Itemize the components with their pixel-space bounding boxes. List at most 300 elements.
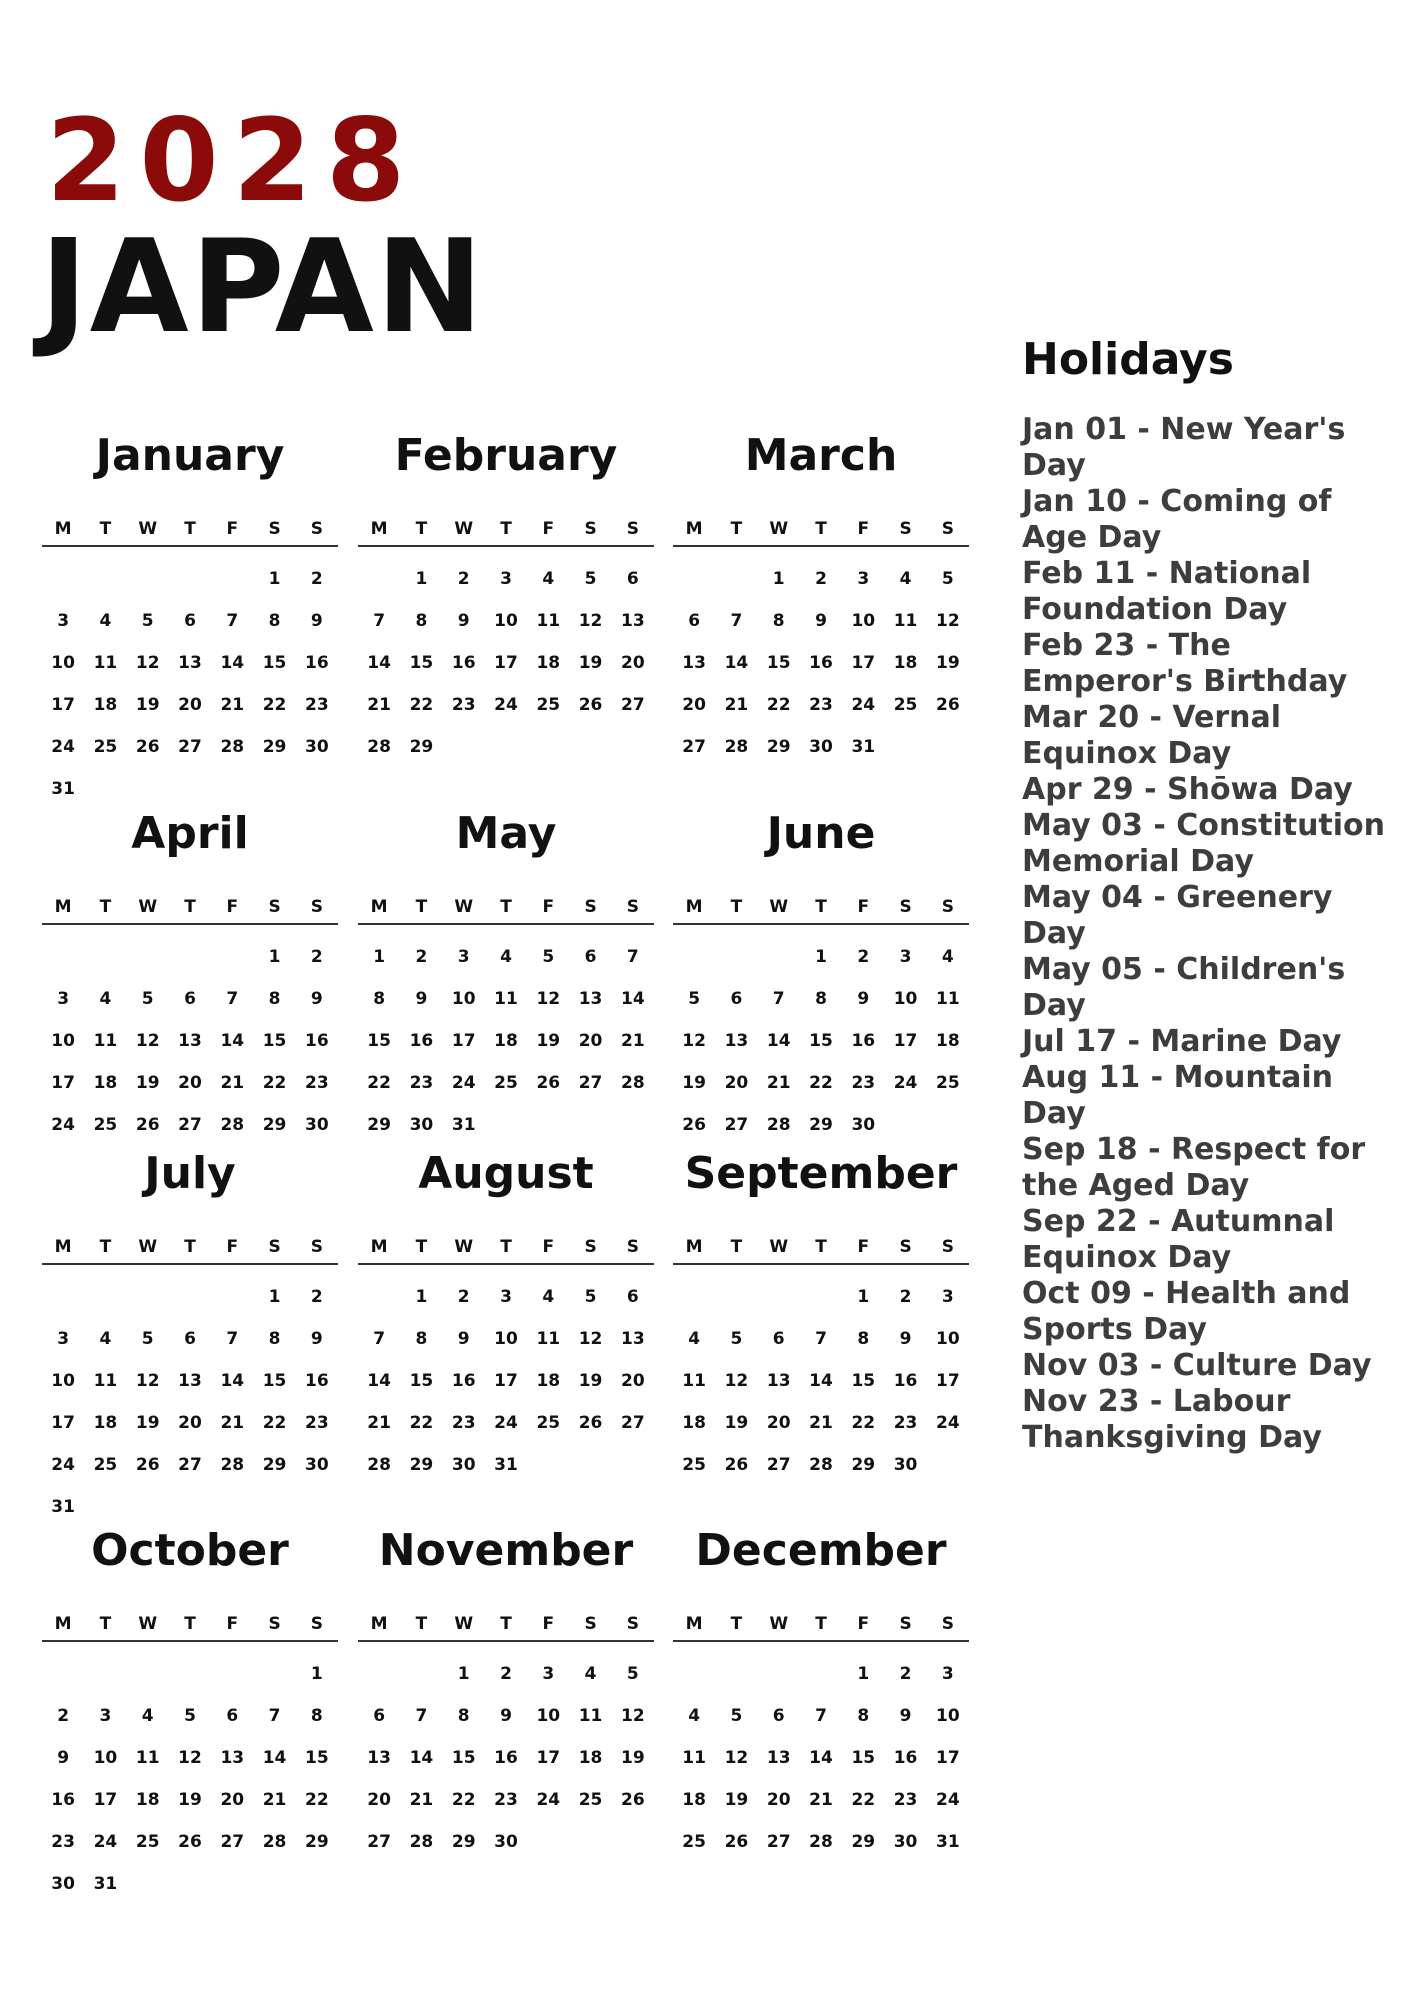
weekday-label: F [226, 1614, 239, 1634]
day-cell: 1 [373, 947, 386, 967]
empty-cell [84, 1653, 126, 1695]
day-cell: 3 [500, 569, 512, 589]
day-cell: 1 [268, 569, 281, 589]
day-cell: 9 [457, 1329, 470, 1349]
weekday-header [358, 1234, 654, 1260]
weekday-label: T [184, 1614, 196, 1634]
day-cell: 24 [51, 737, 75, 757]
weekday-label: T [184, 1237, 196, 1257]
day-cell: 29 [851, 1455, 876, 1475]
month-name: September [684, 1148, 958, 1199]
day-cell: 23 [305, 1073, 329, 1093]
day-cell: 20 [220, 1790, 245, 1810]
day-cell: 10 [51, 1031, 75, 1051]
day-cell: 22 [409, 1413, 434, 1433]
day-cell: 15 [262, 653, 287, 673]
day-cell: 5 [626, 1664, 639, 1684]
day-cell: 17 [536, 1748, 561, 1768]
day-cell: 24 [536, 1790, 561, 1810]
day-cell: 29 [305, 1832, 329, 1852]
weekday-label: S [899, 1237, 912, 1257]
day-cell: 13 [178, 1031, 202, 1051]
empty-cell [169, 558, 211, 600]
day-cell: 26 [536, 1073, 561, 1093]
empty-cell [42, 558, 84, 600]
empty-cell [758, 1653, 800, 1695]
day-cell: 31 [936, 1832, 960, 1852]
weekday-label: M [54, 1614, 72, 1634]
day-cell: 25 [536, 1413, 561, 1433]
empty-cell [758, 1276, 800, 1318]
weekday-header [358, 1611, 654, 1637]
day-cell: 26 [135, 1115, 160, 1135]
day-cell: 14 [262, 1748, 287, 1768]
weekday-label: T [730, 1237, 743, 1257]
day-cell: 25 [93, 1455, 118, 1475]
holiday-item: May 03 - Constitution Memorial Day [1022, 808, 1386, 879]
day-cell: 11 [135, 1748, 160, 1768]
empty-cell [84, 1276, 126, 1318]
day-cell: 7 [226, 611, 239, 631]
day-cell: 26 [936, 695, 960, 715]
weekday-label: F [542, 519, 555, 539]
weekday-label: M [370, 519, 388, 539]
weekday-label: S [268, 1614, 281, 1634]
day-cell: 19 [536, 1031, 561, 1051]
weekday-label: T [99, 1237, 112, 1257]
day-cell: 12 [578, 1329, 603, 1349]
day-cell: 29 [851, 1832, 876, 1852]
day-cell: 25 [536, 695, 561, 715]
day-cell: 29 [262, 1115, 287, 1135]
day-cell: 16 [809, 653, 833, 673]
empty-cell [800, 1276, 842, 1318]
day-cell: 16 [494, 1748, 518, 1768]
day-cell: 9 [500, 1706, 512, 1726]
day-cell: 29 [409, 737, 434, 757]
day-cell: 11 [536, 1329, 561, 1349]
empty-cell [400, 1653, 442, 1695]
day-cell: 16 [451, 1371, 476, 1391]
weekday-label: S [941, 1614, 954, 1634]
day-cell: 19 [135, 1073, 160, 1093]
day-cell: 7 [268, 1706, 281, 1726]
empty-cell [673, 1653, 715, 1695]
day-cell: 13 [367, 1748, 391, 1768]
day-cell: 17 [51, 1413, 75, 1433]
holiday-item: Apr 29 - Shōwa Day [1022, 772, 1353, 807]
day-cell: 30 [305, 1115, 329, 1135]
day-cell: 5 [141, 611, 154, 631]
day-cell: 14 [809, 1371, 833, 1391]
day-cell: 21 [809, 1413, 833, 1433]
day-cell: 3 [941, 1287, 954, 1307]
day-cell: 4 [99, 611, 112, 631]
day-cell: 2 [415, 947, 428, 967]
day-cell: 31 [851, 737, 876, 757]
header-divider [358, 545, 654, 547]
day-grid [673, 558, 969, 768]
day-cell: 6 [730, 989, 743, 1009]
weekday-header [358, 516, 654, 542]
day-cell: 24 [93, 1832, 118, 1852]
day-cell: 17 [893, 1031, 918, 1051]
weekday-label: M [685, 1237, 703, 1257]
day-cell: 11 [494, 989, 518, 1009]
day-cell: 24 [851, 695, 876, 715]
weekday-label: T [815, 1237, 827, 1257]
day-cell: 2 [899, 1664, 912, 1684]
weekday-label: T [99, 897, 112, 917]
month-name: February [394, 430, 618, 481]
weekday-label: T [815, 519, 827, 539]
weekday-label: S [626, 897, 639, 917]
day-cell: 27 [766, 1455, 791, 1475]
day-cell: 17 [494, 1371, 518, 1391]
weekday-label: T [500, 897, 512, 917]
day-cell: 18 [893, 653, 918, 673]
day-cell: 16 [305, 1371, 329, 1391]
empty-cell [673, 558, 715, 600]
day-cell: 28 [724, 737, 749, 757]
day-cell: 22 [809, 1073, 833, 1093]
day-cell: 28 [220, 1455, 245, 1475]
weekday-label: S [626, 519, 639, 539]
month-name: December [695, 1525, 947, 1576]
day-cell: 21 [220, 1413, 245, 1433]
day-cell: 23 [893, 1413, 918, 1433]
empty-cell [127, 558, 169, 600]
day-cell: 17 [494, 653, 518, 673]
empty-cell [211, 936, 253, 978]
day-cell: 27 [178, 1455, 202, 1475]
day-cell: 30 [494, 1832, 518, 1852]
day-cell: 29 [262, 1455, 287, 1475]
day-cell: 6 [772, 1329, 785, 1349]
day-cell: 30 [305, 1455, 329, 1475]
holidays-panel [1022, 334, 1402, 1456]
day-cell: 19 [936, 653, 960, 673]
weekday-label: M [54, 1237, 72, 1257]
day-cell: 7 [226, 1329, 239, 1349]
day-cell: 13 [621, 611, 645, 631]
day-cell: 6 [584, 947, 597, 967]
day-cell: 18 [682, 1413, 706, 1433]
day-cell: 1 [857, 1664, 870, 1684]
day-cell: 11 [893, 611, 918, 631]
day-cell: 23 [494, 1790, 518, 1810]
day-cell: 8 [415, 611, 428, 631]
day-cell: 14 [220, 1031, 245, 1051]
day-cell: 6 [226, 1706, 239, 1726]
day-grid [673, 936, 969, 1146]
day-cell: 12 [682, 1031, 706, 1051]
day-cell: 27 [724, 1115, 749, 1135]
month-name: October [91, 1525, 289, 1576]
weekday-label: W [769, 519, 789, 539]
day-cell: 18 [93, 1413, 118, 1433]
weekday-label: T [815, 897, 827, 917]
empty-cell [358, 1276, 400, 1318]
day-cell: 29 [451, 1832, 476, 1852]
day-cell: 16 [451, 653, 476, 673]
day-cell: 16 [893, 1748, 918, 1768]
day-cell: 23 [51, 1832, 75, 1852]
day-cell: 29 [367, 1115, 391, 1135]
day-cell: 16 [305, 653, 329, 673]
empty-cell [169, 1276, 211, 1318]
day-cell: 21 [724, 695, 749, 715]
day-cell: 3 [57, 1329, 70, 1349]
empty-cell [169, 936, 211, 978]
header-divider [673, 1640, 969, 1642]
holiday-item: Feb 23 - The Emperor's Birthday [1022, 628, 1348, 699]
month-name: July [144, 1148, 236, 1199]
day-cell: 6 [184, 989, 196, 1009]
day-cell: 13 [578, 989, 603, 1009]
day-cell: 11 [93, 1371, 118, 1391]
weekday-label: W [138, 519, 158, 539]
day-cell: 10 [51, 1371, 75, 1391]
empty-cell [715, 558, 757, 600]
day-cell: 14 [766, 1031, 791, 1051]
weekday-label: F [542, 1237, 555, 1257]
month-name: August [418, 1148, 594, 1199]
day-cell: 26 [724, 1455, 749, 1475]
day-cell: 31 [51, 779, 75, 799]
day-cell: 10 [494, 1329, 518, 1349]
day-cell: 13 [178, 1371, 202, 1391]
weekday-header [42, 1611, 338, 1637]
day-cell: 17 [936, 1371, 960, 1391]
day-cell: 21 [367, 695, 391, 715]
day-cell: 25 [936, 1073, 960, 1093]
day-cell: 18 [494, 1031, 518, 1051]
day-cell: 5 [688, 989, 701, 1009]
day-cell: 9 [415, 989, 428, 1009]
day-cell: 26 [135, 737, 160, 757]
day-grid [358, 558, 654, 768]
empty-cell [211, 1276, 253, 1318]
weekday-header [42, 516, 338, 542]
day-grid [42, 936, 338, 1146]
day-cell: 3 [99, 1706, 112, 1726]
day-cell: 19 [135, 695, 160, 715]
weekday-label: T [415, 519, 428, 539]
day-cell: 30 [51, 1874, 75, 1894]
day-cell: 11 [682, 1371, 706, 1391]
weekday-header [673, 516, 969, 542]
day-cell: 29 [809, 1115, 833, 1135]
day-cell: 14 [724, 653, 749, 673]
weekday-label: S [626, 1614, 639, 1634]
weekday-header [673, 1234, 969, 1260]
day-cell: 28 [220, 737, 245, 757]
day-cell: 18 [135, 1790, 160, 1810]
empty-cell [800, 1653, 842, 1695]
day-cell: 30 [893, 1832, 918, 1852]
day-cell: 19 [724, 1413, 749, 1433]
day-cell: 10 [494, 611, 518, 631]
day-cell: 4 [542, 569, 555, 589]
day-cell: 1 [415, 569, 428, 589]
day-cell: 15 [262, 1371, 287, 1391]
year-title: 2028 [46, 94, 420, 227]
day-cell: 12 [724, 1748, 749, 1768]
day-cell: 13 [766, 1371, 791, 1391]
day-cell: 14 [409, 1748, 434, 1768]
weekday-label: W [769, 897, 789, 917]
empty-cell [42, 936, 84, 978]
day-cell: 22 [409, 695, 434, 715]
day-cell: 3 [57, 989, 70, 1009]
day-cell: 27 [682, 737, 706, 757]
day-cell: 6 [626, 569, 639, 589]
day-cell: 28 [409, 1832, 434, 1852]
day-cell: 2 [500, 1664, 512, 1684]
day-cell: 20 [178, 1073, 202, 1093]
day-cell: 28 [766, 1115, 791, 1135]
weekday-label: W [769, 1237, 789, 1257]
day-cell: 2 [310, 947, 323, 967]
day-cell: 7 [373, 1329, 386, 1349]
day-cell: 18 [682, 1790, 706, 1810]
day-cell: 10 [851, 611, 876, 631]
empty-cell [358, 558, 400, 600]
weekday-label: S [310, 897, 323, 917]
day-cell: 3 [57, 611, 70, 631]
day-cell: 25 [93, 737, 118, 757]
day-cell: 26 [135, 1455, 160, 1475]
day-cell: 3 [899, 947, 912, 967]
day-cell: 19 [682, 1073, 706, 1093]
day-cell: 18 [536, 1371, 561, 1391]
day-cell: 15 [305, 1748, 329, 1768]
empty-cell [127, 1653, 169, 1695]
day-cell: 6 [184, 1329, 196, 1349]
weekday-label: S [584, 897, 597, 917]
day-cell: 21 [809, 1790, 833, 1810]
day-cell: 24 [936, 1413, 960, 1433]
day-cell: 21 [409, 1790, 434, 1810]
weekday-label: S [626, 1237, 639, 1257]
day-grid [673, 1653, 969, 1863]
weekday-label: S [941, 897, 954, 917]
day-cell: 9 [310, 1329, 323, 1349]
weekday-label: T [730, 519, 743, 539]
day-cell: 10 [51, 653, 75, 673]
day-cell: 12 [724, 1371, 749, 1391]
day-cell: 24 [451, 1073, 476, 1093]
day-cell: 7 [415, 1706, 428, 1726]
day-cell: 3 [542, 1664, 555, 1684]
day-cell: 20 [621, 653, 645, 673]
weekday-label: S [941, 519, 954, 539]
day-cell: 7 [815, 1329, 827, 1349]
day-cell: 5 [730, 1706, 743, 1726]
day-cell: 27 [367, 1832, 391, 1852]
day-cell: 24 [51, 1455, 75, 1475]
weekday-label: T [184, 897, 196, 917]
day-cell: 18 [93, 695, 118, 715]
day-cell: 4 [688, 1329, 701, 1349]
holiday-item: May 04 - Greenery Day [1022, 880, 1333, 951]
day-cell: 14 [220, 653, 245, 673]
holiday-item: Aug 11 - Mountain Day [1022, 1060, 1333, 1131]
weekday-label: S [310, 1614, 323, 1634]
day-cell: 24 [494, 695, 518, 715]
day-cell: 16 [851, 1031, 876, 1051]
day-cell: 2 [899, 1287, 912, 1307]
day-cell: 28 [262, 1832, 287, 1852]
day-cell: 13 [766, 1748, 791, 1768]
day-cell: 16 [893, 1371, 918, 1391]
weekday-label: F [857, 897, 870, 917]
day-cell: 23 [451, 1413, 476, 1433]
day-cell: 10 [536, 1706, 561, 1726]
holiday-item: Sep 18 - Respect for the Aged Day [1022, 1132, 1366, 1203]
day-cell: 27 [621, 695, 645, 715]
day-cell: 4 [899, 569, 912, 589]
day-cell: 12 [536, 989, 561, 1009]
day-cell: 2 [457, 1287, 470, 1307]
weekday-label: M [54, 519, 72, 539]
weekday-label: F [857, 1614, 870, 1634]
day-cell: 19 [578, 1371, 603, 1391]
day-cell: 20 [621, 1371, 645, 1391]
day-cell: 24 [51, 1115, 75, 1135]
day-cell: 11 [93, 1031, 118, 1051]
weekday-label: T [184, 519, 196, 539]
holiday-item: Nov 23 - Labour Thanksgiving Day [1022, 1384, 1322, 1455]
holiday-list [1022, 412, 1402, 1456]
weekday-label: S [268, 519, 281, 539]
day-cell: 28 [809, 1832, 833, 1852]
header-divider [358, 1640, 654, 1642]
holiday-item: Jan 01 - New Year's Day [1022, 412, 1346, 483]
weekday-label: M [685, 1614, 703, 1634]
day-grid [42, 1653, 338, 1905]
day-cell: 7 [373, 611, 386, 631]
day-cell: 16 [409, 1031, 434, 1051]
day-cell: 22 [262, 1413, 287, 1433]
day-cell: 2 [815, 569, 827, 589]
weekday-label: W [138, 1237, 158, 1257]
day-cell: 1 [268, 1287, 281, 1307]
day-cell: 21 [621, 1031, 645, 1051]
day-cell: 15 [809, 1031, 833, 1051]
day-cell: 3 [500, 1287, 512, 1307]
day-cell: 12 [135, 653, 160, 673]
day-cell: 2 [857, 947, 870, 967]
day-cell: 14 [220, 1371, 245, 1391]
day-cell: 2 [310, 569, 323, 589]
day-cell: 11 [682, 1748, 706, 1768]
day-cell: 20 [578, 1031, 603, 1051]
day-cell: 13 [220, 1748, 245, 1768]
weekday-label: S [899, 519, 912, 539]
day-cell: 8 [857, 1329, 870, 1349]
day-cell: 25 [893, 695, 918, 715]
weekday-label: T [730, 897, 743, 917]
day-cell: 30 [809, 737, 833, 757]
day-cell: 24 [893, 1073, 918, 1093]
weekday-label: W [138, 897, 158, 917]
day-cell: 8 [415, 1329, 428, 1349]
day-cell: 3 [457, 947, 470, 967]
day-cell: 8 [268, 989, 281, 1009]
day-cell: 1 [310, 1664, 323, 1684]
